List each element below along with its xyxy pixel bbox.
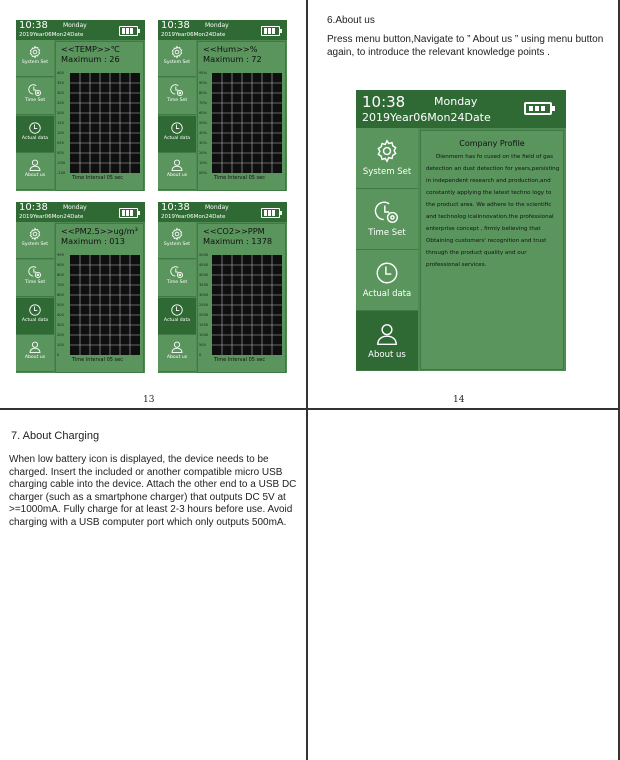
device-date: 2019Year06Mon24Date <box>161 32 226 38</box>
menu-label: System Set <box>163 242 191 247</box>
menu-label: Time Set <box>166 97 188 103</box>
section-title-about-us: 6.About us <box>327 15 375 26</box>
device-menu <box>356 128 418 371</box>
menu-item-about-us[interactable] <box>16 153 54 190</box>
menu-label: About us <box>368 350 406 360</box>
device-time: 10:38 <box>161 202 190 213</box>
menu-item-about-us[interactable] <box>16 335 54 372</box>
menu-label: System Set <box>163 60 191 65</box>
y-tick-label: 90% <box>199 81 207 85</box>
menu-label: Time Set <box>24 97 46 103</box>
clock-gear-icon <box>170 265 184 279</box>
y-tick-label: -050 <box>57 161 66 165</box>
company-profile-text: Dienmern has fo cused on the field of gas detection an dust detection for years,persisting in independent research and production,and constantly applying the latest techno logy to the product area. We adhere to the scientific and technolog icalinnovation,the professional enterprise concept , firmly believing that Obtaining customers' recognition and trust through the product quality and our professional services. <box>426 154 560 268</box>
menu-label: Time Set <box>24 279 46 285</box>
device-header <box>356 90 566 128</box>
menu-label: System Set <box>21 60 49 65</box>
y-tick-label: 900 <box>57 263 64 267</box>
gear-icon <box>170 45 184 59</box>
device-screen <box>158 202 287 373</box>
y-tick-label: 80% <box>199 91 207 95</box>
clock-gear-icon <box>374 199 400 225</box>
y-tick-label: 3500 <box>199 283 209 287</box>
device-menu <box>158 222 196 373</box>
clock-icon <box>170 303 184 317</box>
menu-item-actual-data[interactable] <box>158 298 196 335</box>
chart-panel <box>197 41 286 191</box>
section-title-charging: 7. About Charging <box>11 430 100 442</box>
charging-paragraph: When low battery icon is displayed, the device needs to be charged. Insert the included or another compatible micro USB charging cable into the device. Attach the other end to a USB DC charger (such as a smartphone charger) that outputs DC 5V at >=1000mA. Fully charge for at least 2-3 hours before use. Avoid charging with a USB computer port which only outputs 500mA. <box>9 454 297 528</box>
device-header <box>158 202 287 222</box>
sensor-title: <<CO2>>PPM <box>203 226 265 236</box>
about-us-paragraph: Press menu button,Navigate to ” About us ” using menu button again, to introduce the relevant knowledge points . <box>327 34 604 58</box>
menu-item-system-set[interactable] <box>158 40 196 77</box>
menu-item-actual-data[interactable] <box>356 250 418 311</box>
menu-item-about-us[interactable] <box>356 311 418 371</box>
y-tick-label: 000 <box>57 151 64 155</box>
device-menu <box>16 222 54 373</box>
y-tick-label: 1000 <box>199 333 209 337</box>
chart-grid <box>70 255 140 355</box>
menu-item-time-set[interactable] <box>16 78 54 115</box>
y-tick-label: 30% <box>199 141 207 145</box>
device-date: 2019Year06Mon24Date <box>362 111 491 124</box>
chart-grid <box>212 255 282 355</box>
y-tick-label: 200 <box>57 111 64 115</box>
y-tick-label: 600 <box>57 293 64 297</box>
device-time: 10:38 <box>19 202 48 213</box>
device-header <box>16 202 145 222</box>
battery-icon <box>119 208 138 218</box>
menu-item-actual-data[interactable] <box>16 116 54 153</box>
device-header <box>16 20 145 40</box>
menu-label: Actual data <box>21 317 49 323</box>
user-icon <box>28 340 42 354</box>
menu-item-actual-data[interactable] <box>158 116 196 153</box>
chart-panel <box>197 223 286 373</box>
device-day: Monday <box>63 22 87 29</box>
time-interval-label: Time Interval 05 sec <box>72 357 123 363</box>
menu-item-system-set[interactable] <box>16 40 54 77</box>
battery-icon <box>261 208 280 218</box>
menu-item-actual-data[interactable] <box>16 298 54 335</box>
clock-icon <box>28 303 42 317</box>
device-date: 2019Year06Mon24Date <box>161 214 226 220</box>
menu-label: About us <box>166 355 188 361</box>
time-interval-label: Time Interval 05 sec <box>214 175 265 181</box>
device-day: Monday <box>434 95 478 108</box>
menu-label: About us <box>166 173 188 179</box>
device-time: 10:38 <box>362 93 406 111</box>
y-tick-label: 200 <box>57 333 64 337</box>
chart-panel <box>55 223 144 373</box>
y-tick-label: 1500 <box>199 323 209 327</box>
battery-icon <box>119 26 138 36</box>
menu-label: Time Set <box>166 279 188 285</box>
time-interval-label: Time Interval 05 sec <box>72 175 123 181</box>
chart-grid <box>70 73 140 173</box>
sensor-maximum: Maximum : 013 <box>61 236 125 246</box>
chart-grid <box>212 73 282 173</box>
device-screen <box>16 202 145 373</box>
user-icon <box>374 321 400 347</box>
y-tick-label: 2500 <box>199 303 209 307</box>
y-tick-label: 150 <box>57 121 64 125</box>
menu-item-about-us[interactable] <box>158 335 196 372</box>
menu-item-system-set[interactable] <box>158 222 196 259</box>
menu-item-system-set[interactable] <box>16 222 54 259</box>
menu-label: Time Set <box>368 228 406 238</box>
y-tick-label: 0 <box>199 353 202 357</box>
y-tick-label: 10% <box>199 161 207 165</box>
battery-icon <box>524 102 552 115</box>
company-profile-title: Company Profile <box>459 139 525 148</box>
menu-label: About us <box>24 173 46 179</box>
y-tick-label: 50% <box>199 121 207 125</box>
y-tick-label: 00% <box>199 171 207 175</box>
y-tick-label: 050 <box>57 141 64 145</box>
y-tick-label: 500 <box>199 343 206 347</box>
y-tick-label: 4500 <box>199 263 209 267</box>
about-us-device-screen <box>356 90 566 371</box>
menu-label: System Set <box>21 242 49 247</box>
y-tick-label: 3000 <box>199 293 209 297</box>
clock-icon <box>374 260 400 286</box>
device-menu <box>158 40 196 191</box>
sensor-maximum: Maximum : 1378 <box>203 236 273 246</box>
menu-item-system-set[interactable] <box>356 128 418 189</box>
menu-item-time-set[interactable] <box>16 260 54 297</box>
sensor-maximum: Maximum : 72 <box>203 54 262 64</box>
user-icon <box>28 158 42 172</box>
y-tick-label: 250 <box>57 101 64 105</box>
sensor-maximum: Maximum : 26 <box>61 54 120 64</box>
y-tick-label: 0 <box>57 353 60 357</box>
y-tick-label: 60% <box>199 111 207 115</box>
gear-icon <box>374 138 400 164</box>
company-profile-panel <box>420 130 564 370</box>
y-tick-label: 350 <box>57 81 64 85</box>
device-date: 2019Year06Mon24Date <box>19 214 84 220</box>
menu-label: Actual data <box>163 317 191 323</box>
gear-icon <box>170 227 184 241</box>
y-tick-label: 5000 <box>199 253 209 257</box>
y-tick-label: 100 <box>57 131 64 135</box>
clock-gear-icon <box>170 83 184 97</box>
device-screen <box>158 20 287 191</box>
user-icon <box>170 158 184 172</box>
y-tick-label: 70% <box>199 101 207 105</box>
y-tick-label: 300 <box>57 91 64 95</box>
battery-icon <box>261 26 280 36</box>
menu-label: Actual data <box>163 135 191 141</box>
y-tick-label: 400 <box>57 71 64 75</box>
menu-item-time-set[interactable] <box>356 189 418 250</box>
menu-item-about-us[interactable] <box>158 153 196 190</box>
page-number-13: 13 <box>143 395 155 405</box>
device-screen <box>16 20 145 191</box>
y-tick-label: 4000 <box>199 273 209 277</box>
page-divider-vertical <box>306 0 308 760</box>
y-tick-label: 20% <box>199 151 207 155</box>
menu-label: Actual data <box>21 135 49 141</box>
sensor-title: <<TEMP>>℃ <box>61 44 120 54</box>
y-tick-label: 400 <box>57 313 64 317</box>
y-tick-label: 2000 <box>199 313 209 317</box>
user-icon <box>170 340 184 354</box>
y-tick-label: 95% <box>199 71 207 75</box>
device-time: 10:38 <box>19 20 48 31</box>
device-day: Monday <box>63 204 87 211</box>
page-divider-horizontal <box>0 408 620 410</box>
y-tick-label: 999 <box>57 253 64 257</box>
clock-icon <box>170 121 184 135</box>
menu-item-time-set[interactable] <box>158 78 196 115</box>
clock-gear-icon <box>28 83 42 97</box>
y-tick-label: 800 <box>57 273 64 277</box>
device-date: 2019Year06Mon24Date <box>19 32 84 38</box>
menu-label: About us <box>24 355 46 361</box>
clock-icon <box>28 121 42 135</box>
device-day: Monday <box>205 22 229 29</box>
device-menu <box>16 40 54 191</box>
y-tick-label: -100 <box>57 171 66 175</box>
y-tick-label: 500 <box>57 303 64 307</box>
time-interval-label: Time Interval 05 sec <box>214 357 265 363</box>
menu-item-time-set[interactable] <box>158 260 196 297</box>
device-header <box>158 20 287 40</box>
menu-label: System Set <box>362 167 412 177</box>
y-tick-label: 700 <box>57 283 64 287</box>
sensor-title: <<PM2.5>>ug/m³ <box>61 226 138 236</box>
sensor-title: <<Hum>>% <box>203 44 258 54</box>
chart-panel <box>55 41 144 191</box>
gear-icon <box>28 227 42 241</box>
menu-label: Actual data <box>362 289 412 299</box>
y-tick-label: 300 <box>57 323 64 327</box>
page-number-14: 14 <box>453 395 465 405</box>
gear-icon <box>28 45 42 59</box>
device-day: Monday <box>205 204 229 211</box>
y-tick-label: 40% <box>199 131 207 135</box>
device-time: 10:38 <box>161 20 190 31</box>
clock-gear-icon <box>28 265 42 279</box>
y-tick-label: 100 <box>57 343 64 347</box>
